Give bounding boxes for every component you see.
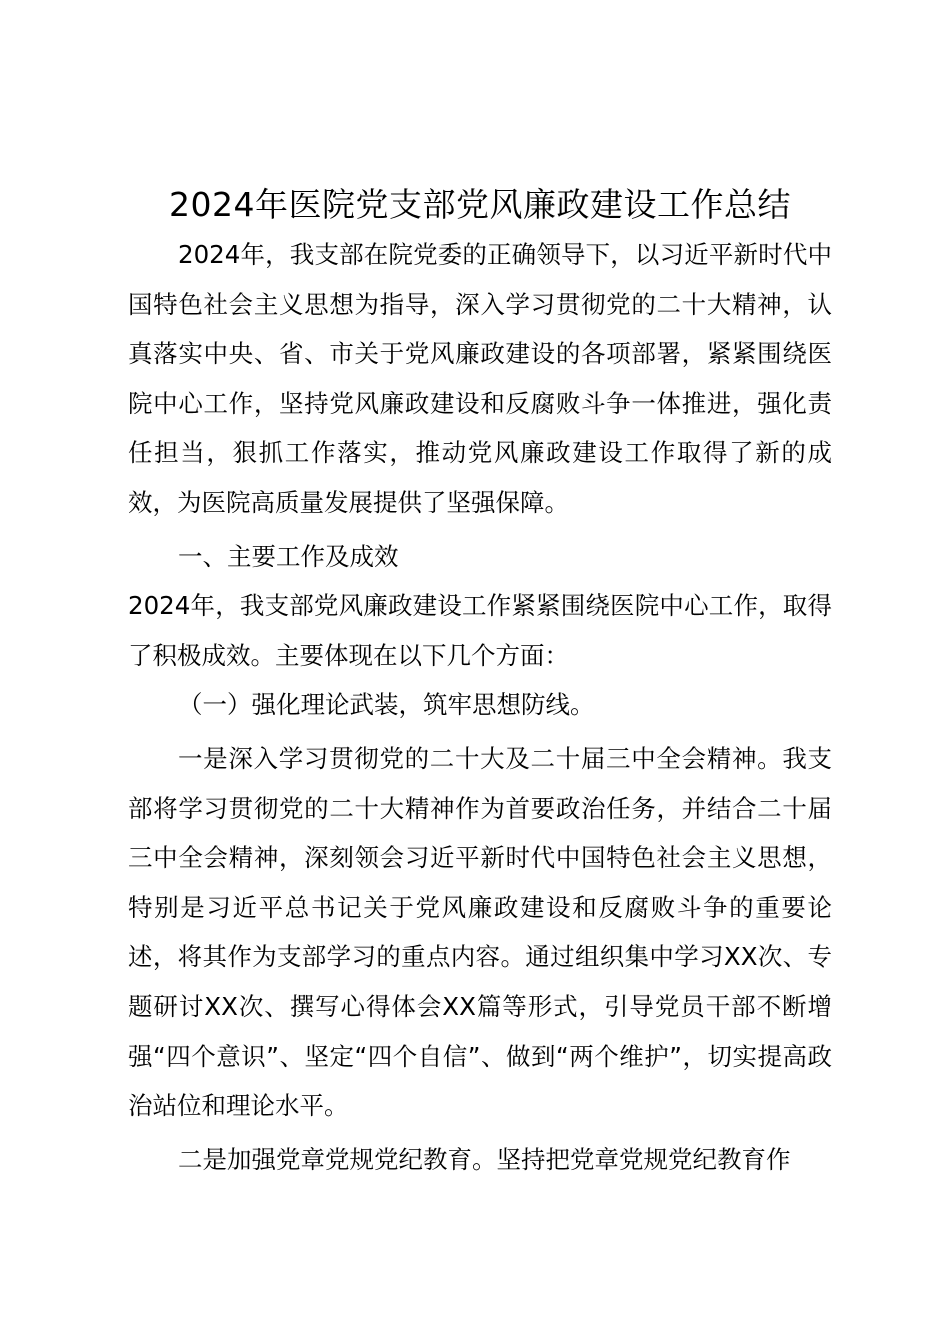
section-lead-paragraph: 2024年，我支部党风廉政建设工作紧紧围绕医院中心工作，取得了积极成效。主要体现在以下几个方面： xyxy=(128,591,832,670)
section-heading: 一、主要工作及成效 xyxy=(178,541,399,571)
point-two-paragraph: 二是加强党章党规党纪教育。坚持把党章党规党纪教育作 xyxy=(178,1144,791,1174)
document-body xyxy=(128,180,832,1184)
subsection-heading: （一）强化理论武装，筑牢思想防线。 xyxy=(178,690,595,720)
document-title: 2024年医院党支部党风廉政建设工作总结 xyxy=(169,185,791,224)
point-one-paragraph: 一是深入学习贯彻党的二十大及二十届三中全会精神。我支部将学习贯彻党的二十大精神作为首要政治任务，并结合二十届三中全会精神，深刻领会习近平新时代中国特色社会主义思想，特别是习近平总书记关于党风廉政建设和反腐败斗争的重要论述，将其作为支部学习的重点内容。通过组织集中学习XX次、专题研讨XX次、撰写心得体会XX篇等形式，引导党员干部不断增强“四个意识”、坚定“四个自信”、做到“两个维护”，切实提高政治站位和理论水平。 xyxy=(128,743,832,1121)
intro-paragraph: 2024年，我支部在院党委的正确领导下，以习近平新时代中国特色社会主义思想为指导，深入学习贯彻党的二十大精神，认真落实中央、省、市关于党风廉政建设的各项部署，紧紧围绕医院中心工作，坚持党风廉政建设和反腐败斗争一体推进，强化责任担当，狠抓工作落实，推动党风廉政建设工作取得了新的成效，为医院高质量发展提供了坚强保障。 xyxy=(128,240,832,517)
